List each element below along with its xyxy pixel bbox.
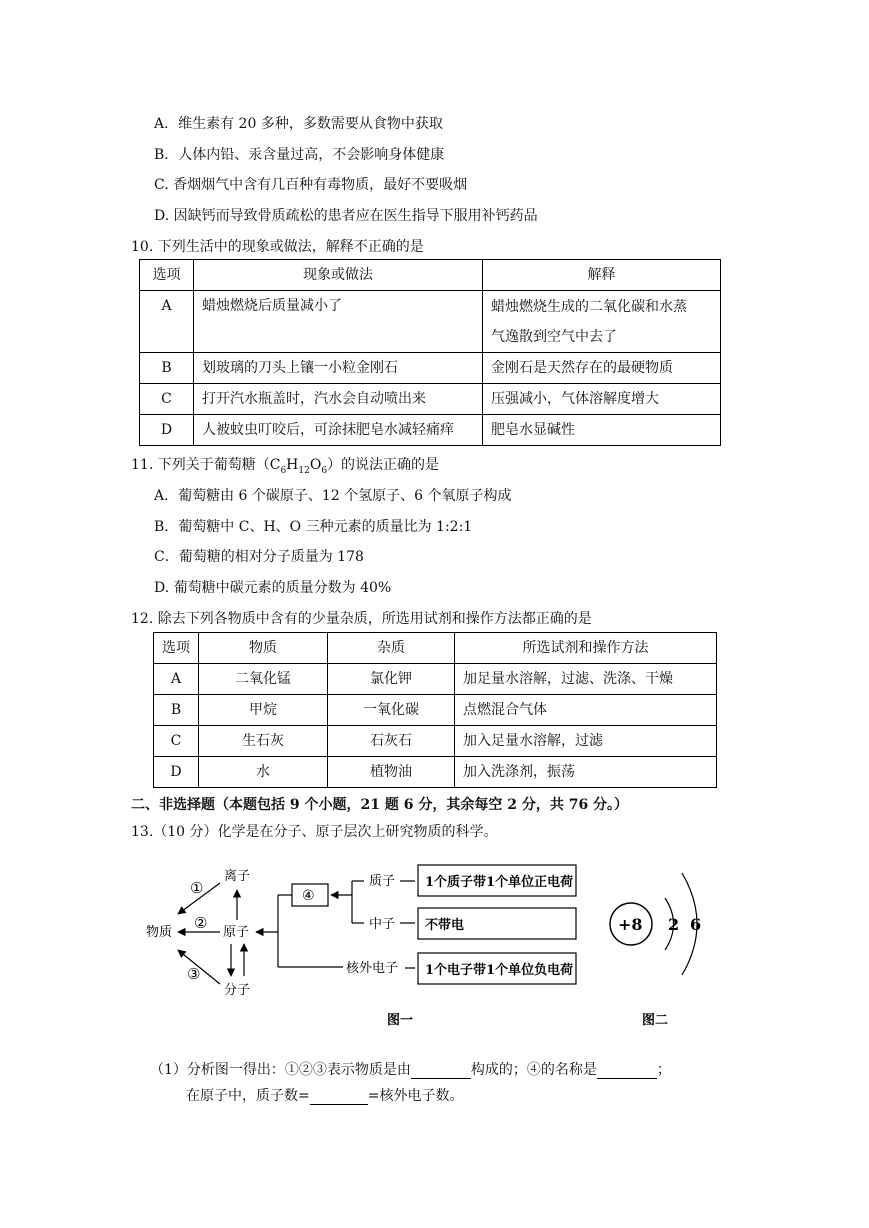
fig1-label-1: ①	[190, 879, 204, 897]
fig1-proton: 质子	[369, 874, 396, 889]
q13-part1-line2	[186, 1087, 463, 1105]
q12-row-a-method: 加足量水溶解，过滤、洗涤、干燥	[455, 664, 717, 695]
q12-row-d-method: 加入洗涤剂，振荡	[455, 757, 717, 788]
q10-header-option: 选项	[140, 260, 194, 291]
q11-option-a: A．葡萄糖由 6 个碳原子、12 个氢原子、6 个氧原子构成	[154, 488, 512, 504]
q9-option-d: D. 因缺钙而导致骨质疏松的患者应在医生指导下服用补钙药品	[154, 208, 538, 224]
q12-row-c-substance: 生石灰	[199, 726, 328, 757]
fig1-matter: 物质	[146, 925, 173, 940]
q11-formula-h: H	[286, 457, 299, 473]
fig1-molecule: 分子	[224, 983, 251, 998]
fig1-electron-desc: 1个电子带1个单位负电荷	[425, 963, 574, 978]
q10-header-phenomenon: 现象或做法	[194, 260, 483, 291]
fig1-label-3: ③	[187, 965, 201, 983]
fig2-shell-2: 6	[690, 915, 702, 934]
fig1-atom: 原子	[223, 925, 250, 940]
q10-row-a-explanation-line1: 蜡烛燃烧生成的二氧化碳和水蒸	[491, 298, 687, 315]
q12-row-a-impurity: 氯化钾	[328, 664, 455, 695]
q10-row-c-option: C	[140, 384, 194, 415]
q10-row-b-phenomenon: 划玻璃的刀头上镶一小粒金刚石	[194, 353, 483, 384]
fig1-proton-desc: 1个质子带1个单位正电荷	[425, 875, 574, 890]
fig2-nucleus: +8	[618, 915, 643, 934]
q12-header-method: 所选试剂和操作方法	[455, 633, 717, 664]
q11-formula-o: O	[309, 457, 322, 473]
q12-row-c-option: C	[154, 726, 199, 757]
q12-stem: 12. 除去下列各物质中含有的少量杂质，所选用试剂和操作方法都正确的是	[131, 611, 592, 627]
q13-part1-text-a: （1）分析图一得出：①②③表示物质是由	[150, 1062, 411, 1078]
q10-row-c-phenomenon: 打开汽水瓶盖时，汽水会自动喷出来	[194, 384, 483, 415]
q11-sub-o: 6	[321, 465, 328, 476]
q11-sub-h: 12	[298, 465, 310, 476]
q10-row-b-explanation: 金刚石是天然存在的最硬物质	[483, 353, 721, 384]
q10-row-d-phenomenon: 人被蚊虫叮咬后，可涂抹肥皂水减轻痛痒	[194, 415, 483, 446]
q12-row-b-substance: 甲烷	[199, 695, 328, 726]
fig2-shell-1: 2	[668, 915, 680, 934]
q12-row-d-impurity: 植物油	[328, 757, 455, 788]
fig1-electron: 核外电子	[346, 961, 399, 976]
q12-header-substance: 物质	[199, 633, 328, 664]
fig1-label-4: ④	[302, 888, 315, 904]
fig1-label-2: ②	[194, 914, 208, 932]
q13-part1-text-e: =核外电子数。	[367, 1088, 464, 1104]
q12-row-d-substance: 水	[199, 757, 328, 788]
q9-option-a: A．维生素有 20 多种，多数需要从食物中获取	[154, 116, 443, 132]
q10-row-c-explanation: 压强减小，气体溶解度增大	[483, 384, 721, 415]
q12-row-d-option: D	[154, 757, 199, 788]
q13-blank-1[interactable]	[411, 1062, 471, 1079]
q11-stem-post: ）的说法正确的是	[327, 457, 440, 473]
fig1-caption: 图一	[387, 1013, 414, 1028]
q12-header-option: 选项	[154, 633, 199, 664]
q13-blank-2[interactable]	[597, 1062, 657, 1079]
q13-stem: 13.（10 分）化学是在分子、原子层次上研究物质的科学。	[131, 824, 498, 840]
q12-row-b-method: 点燃混合气体	[455, 695, 717, 726]
fig1-ion: 离子	[224, 869, 251, 884]
fig1-neutron: 中子	[369, 917, 396, 932]
q10-header-explanation: 解释	[483, 260, 721, 291]
q11-sub-c: 6	[280, 465, 287, 476]
q12-header-impurity: 杂质	[328, 633, 455, 664]
q13-part1-text-b: 构成的；④的名称是	[470, 1062, 597, 1078]
q13-blank-3[interactable]	[310, 1088, 368, 1105]
q10-row-a-option: A	[140, 291, 194, 353]
section-2-heading: 二、非选择题（本题包括 9 个小题，21 题 6 分，其余每空 2 分，共 76 分。）	[131, 797, 629, 813]
q10-stem: 10. 下列生活中的现象或做法，解释不正确的是	[131, 239, 424, 255]
q11-option-c: C．葡萄糖的相对分子质量为 178	[154, 549, 364, 565]
q13-part1-text-d: 在原子中，质子数=	[186, 1088, 310, 1104]
fig2-caption: 图二	[642, 1013, 669, 1028]
q12-row-a-option: A	[154, 664, 199, 695]
fig1-neutron-desc: 不带电	[425, 918, 465, 933]
q12-row-a-substance: 二氧化锰	[199, 664, 328, 695]
q11-option-b: B．葡萄糖中 C、H、O 三种元素的质量比为 1:2:1	[154, 519, 473, 535]
q10-row-d-explanation: 肥皂水显碱性	[483, 415, 721, 446]
q11-stem-pre: 11. 下列关于葡萄糖（C	[131, 457, 281, 473]
q10-row-a-explanation-line2: 气逸散到空气中去了	[491, 328, 617, 345]
q10-row-a-phenomenon: 蜡烛燃烧后质量减小了	[194, 291, 483, 353]
q13-part1-line1	[150, 1061, 671, 1079]
q9-option-b: B．人体内铅、汞含量过高，不会影响身体健康	[154, 147, 445, 163]
q12-row-c-impurity: 石灰石	[328, 726, 455, 757]
q12-row-c-method: 加入足量水溶解，过滤	[455, 726, 717, 757]
q13-part1-text-c: ；	[656, 1062, 671, 1078]
q10-row-b-option: B	[140, 353, 194, 384]
q10-row-d-option: D	[140, 415, 194, 446]
q11-option-d: D. 葡萄糖中碳元素的质量分数为 40%	[154, 580, 392, 596]
q12-row-b-impurity: 一氧化碳	[328, 695, 455, 726]
q9-option-c: C. 香烟烟气中含有几百种有毒物质，最好不要吸烟	[154, 177, 468, 193]
q12-row-b-option: B	[154, 695, 199, 726]
